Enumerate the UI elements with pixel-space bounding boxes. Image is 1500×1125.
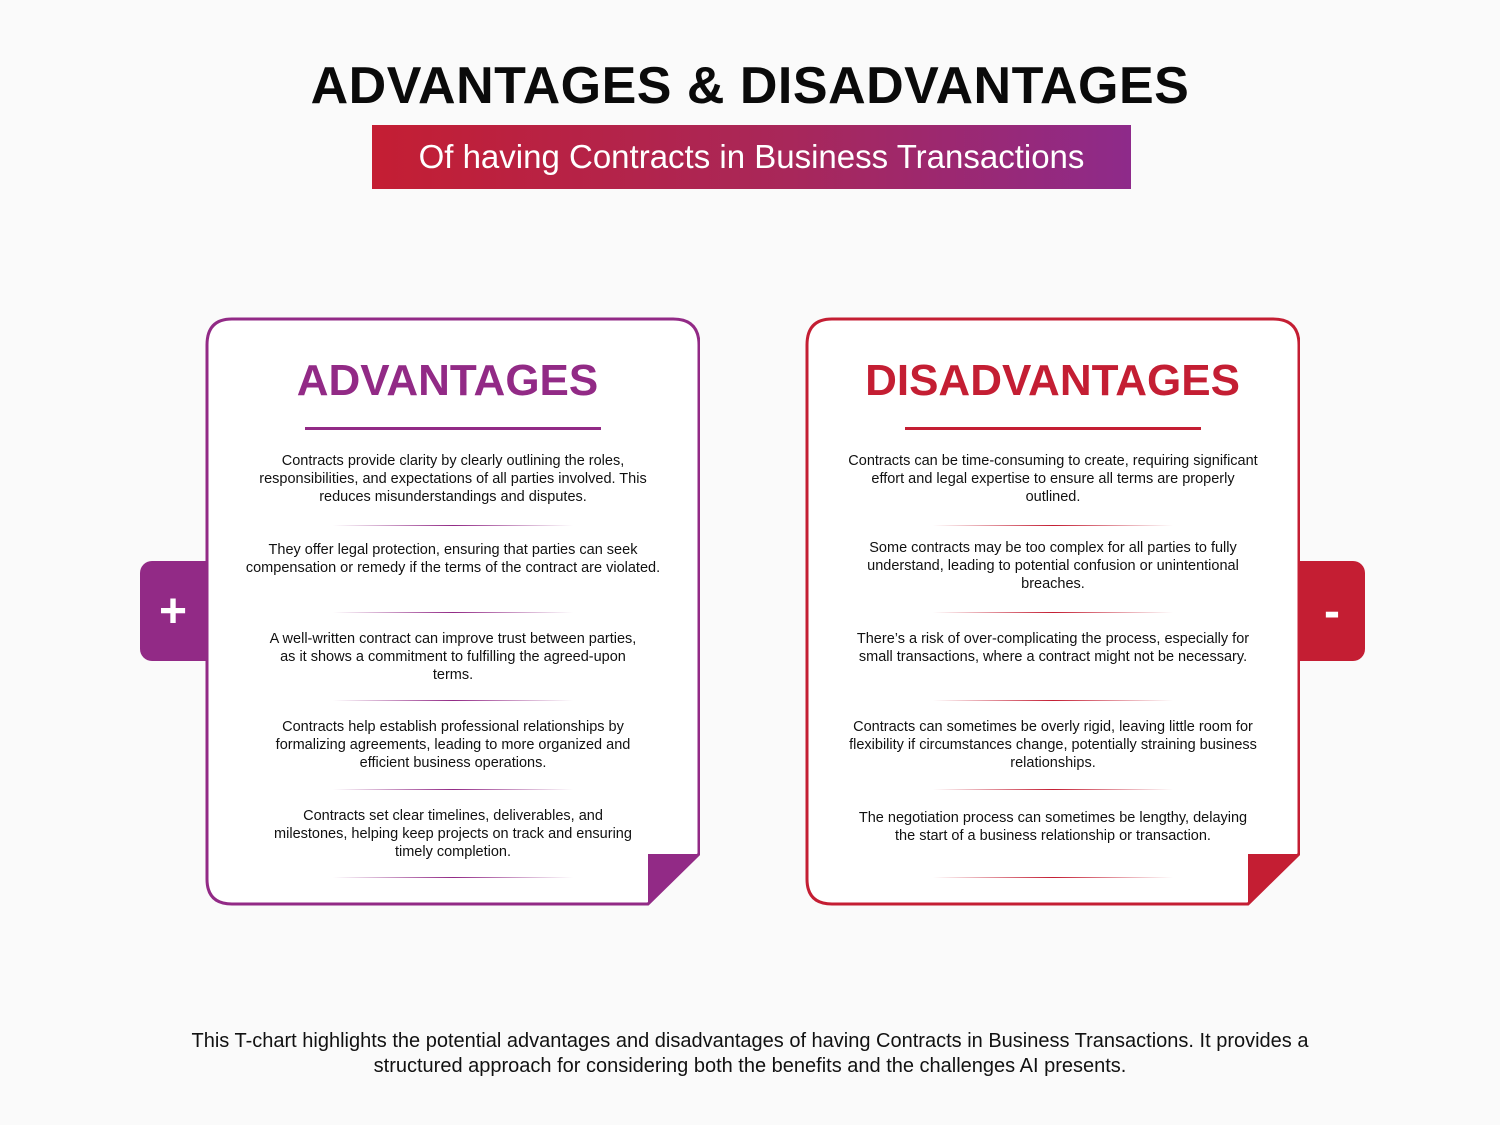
advantages-heading: ADVANTAGES [296,356,599,405]
advantage-item-1: Contracts provide clarity by clearly outlining the roles, responsibilities, and expectations of all parties involved. This reduces misunderstandings and disputes. [259,453,647,505]
minus-icon: - [1324,584,1340,638]
advantage-item-5: Contracts set clear timelines, deliverables, and milestones, helping keep projects on track and ensuring timely completion. [274,808,632,860]
disadvantage-separator [933,877,1173,878]
disadvantage-item-5: The negotiation process can sometimes be lengthy, delaying the start of a business relationship or transaction. [858,810,1248,844]
advantage-item-4: Contracts help establish professional relationships by formalizing agreements, leading to more organized and efficient business operations. [275,719,631,771]
advantage-separator [333,612,573,613]
subtitle-banner: Of having Contracts in Business Transactions [372,125,1131,189]
advantage-separator [333,525,573,526]
disadvantages-heading: DISADVANTAGES [865,356,1240,405]
plus-icon: + [158,584,188,638]
disadvantage-separator [933,525,1173,526]
disadvantage-separator [933,700,1173,701]
advantages-heading-rule [305,427,601,430]
disadvantages-heading-rule [905,427,1201,430]
disadvantage-separator [933,612,1173,613]
advantage-item-3: A well-written contract can improve trust between parties, as it shows a commitment to fulfilling the agreed-upon terms. [269,631,637,683]
advantage-separator [333,789,573,790]
plus-tab [140,561,206,661]
footer-description: This T-chart highlights the potential advantages and disadvantages of having Contracts in Business Transactions. It provides a structured approach for considering both the benefits and the challenges AI presents. [191,1030,1309,1077]
disadvantage-item-1: Contracts can be time-consuming to create, requiring significant effort and legal expertise to ensure all terms are properly outlined. [848,453,1258,505]
advantage-separator [333,700,573,701]
disadvantage-separator [933,789,1173,790]
page-title: ADVANTAGES & DISADVANTAGES [310,57,1190,115]
disadvantage-item-2: Some contracts may be too complex for all parties to fully understand, leading to potential confusion or unintentional breaches. [867,540,1239,592]
disadvantage-item-4: Contracts can sometimes be overly rigid, leaving little room for flexibility if circumstances change, potentially straining business relationships. [849,719,1257,771]
minus-tab [1299,561,1365,661]
advantage-item-2: They offer legal protection, ensuring that parties can seek compensation or remedy if the terms of the contract are violated. [245,542,661,576]
disadvantage-item-3: There’s a risk of over-complicating the process, especially for small transactions, where a contract might not be necessary. [856,631,1250,665]
advantage-separator [333,877,573,878]
